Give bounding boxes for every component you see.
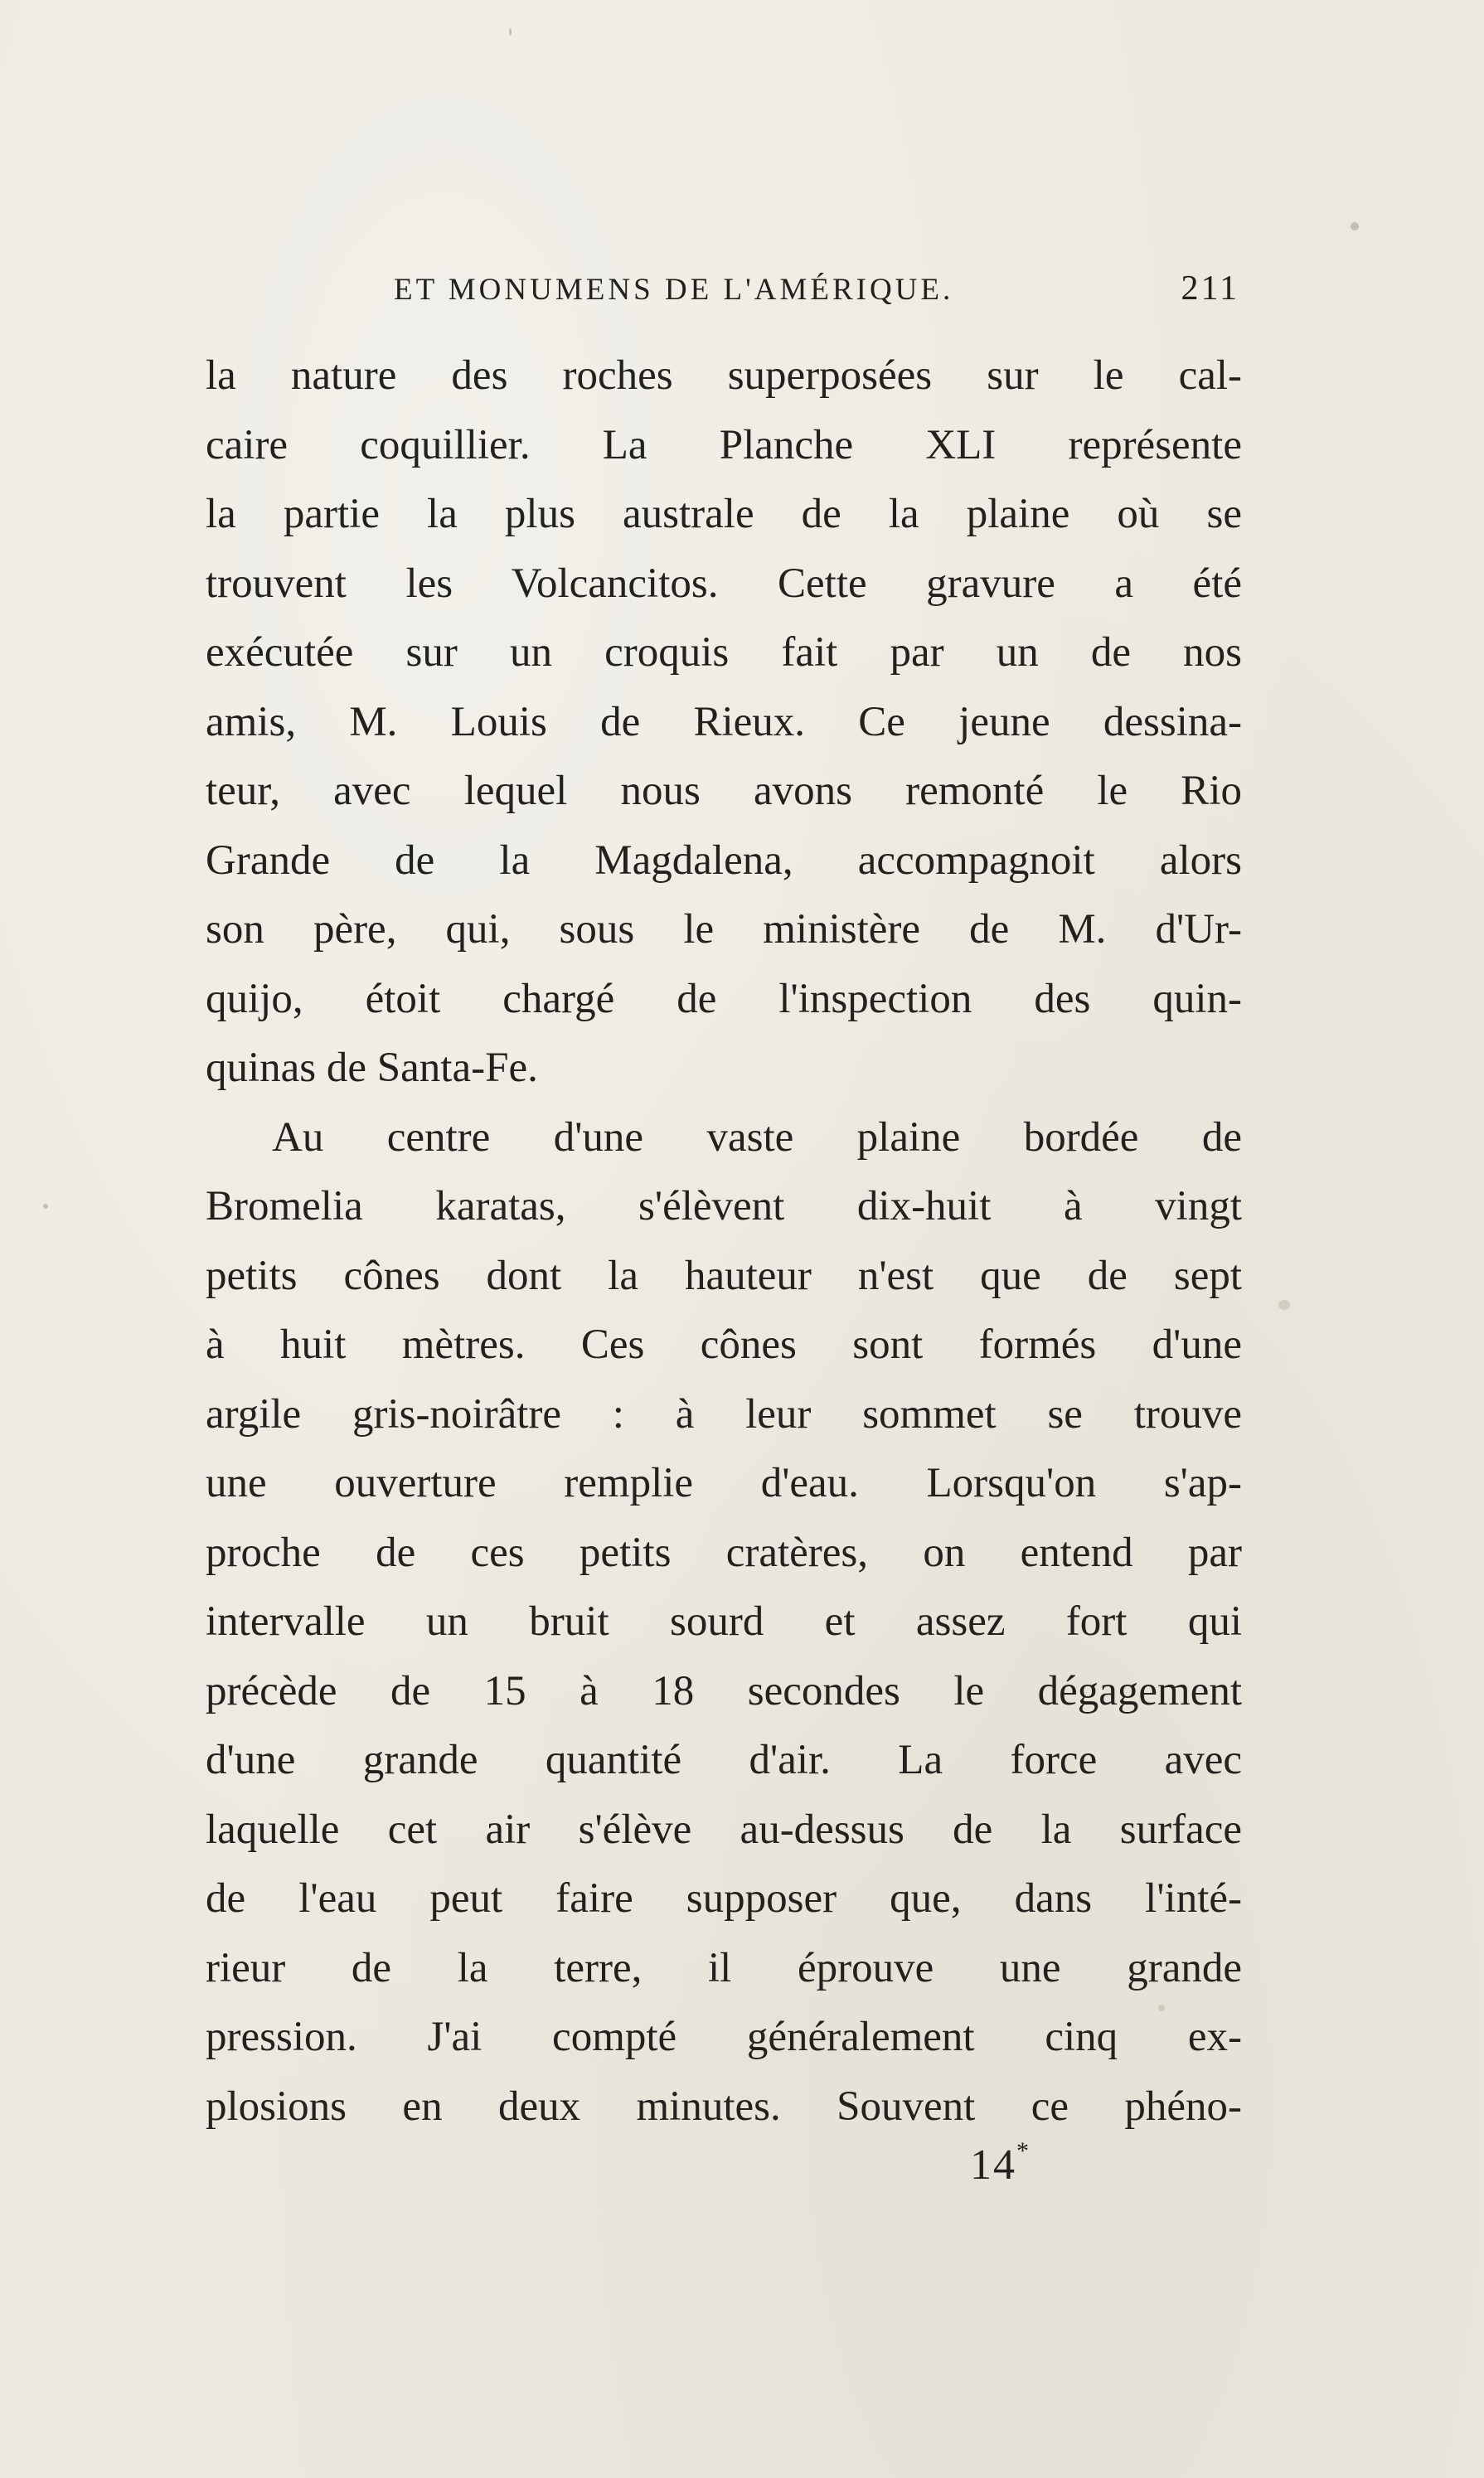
paragraph-start-line: Au centre d'une vaste plaine bordée de — [272, 1113, 1242, 1161]
text-line: pression. J'ai compté généralement cinq ex- — [206, 2014, 1242, 2060]
text-line: proche de ces petits cratères, on entend par — [206, 1529, 1242, 1576]
text-line: laquelle cet air s'élève au-dessus de la surface — [206, 1806, 1242, 1853]
text-line: la nature des roches superposées sur le cal- — [206, 352, 1242, 399]
text-line: teur, avec lequel nous avons remonté le Rio — [206, 768, 1242, 814]
paper-speck — [1158, 2005, 1165, 2011]
text-line: trouvent les Volcancitos. Cette gravure a été — [206, 560, 1242, 607]
text-line: rieur de la terre, il éprouve une grande — [206, 1944, 1242, 1991]
printer-signature-mark — [970, 2137, 1031, 2189]
paper-speck — [43, 1204, 48, 1209]
text-line: Grande de la Magdalena, accompagnoit alors — [206, 837, 1242, 884]
text-line: la partie la plus australe de la plaine où se — [206, 491, 1242, 537]
page-number: 211 — [1181, 269, 1239, 308]
page-header — [394, 267, 1239, 317]
text-line: de l'eau peut faire supposer que, dans l'inté- — [206, 1875, 1242, 1922]
text-line: quinas de Santa-Fe. — [206, 1045, 538, 1091]
paper-speck — [509, 28, 512, 36]
text-line: Bromelia karatas, s'élèvent dix-huit à vingt — [206, 1183, 1242, 1229]
running-title: ET MONUMENS DE L'AMÉRIQUE. — [394, 273, 954, 307]
text-line: à huit mètres. Ces cônes sont formés d'une — [206, 1321, 1242, 1368]
text-line: intervalle un bruit sourd et assez fort qui — [206, 1598, 1242, 1645]
text-line: quijo, étoit chargé de l'inspection des quin- — [206, 975, 1242, 1022]
text-line: plosions en deux minutes. Souvent ce phéno- — [206, 2083, 1242, 2130]
body-text — [206, 342, 1242, 2141]
text-line: amis, M. Louis de Rieux. Ce jeune dessina- — [206, 698, 1242, 745]
text-line: caire coquillier. La Planche XLI représente — [206, 421, 1242, 468]
text-line: son père, qui, sous le ministère de M. d'Ur- — [206, 906, 1242, 953]
paper-speck — [1278, 1300, 1290, 1310]
text-line: petits cônes dont la hauteur n'est que de sept — [206, 1252, 1242, 1299]
text-line: argile gris-noirâtre : à leur sommet se trouve — [206, 1390, 1242, 1438]
paper-speck — [1351, 222, 1359, 230]
text-line: exécutée sur un croquis fait par un de nos — [206, 629, 1242, 676]
signature-number: 14 — [970, 2141, 1016, 2189]
text-line: d'une grande quantité d'air. La force avec — [206, 1737, 1242, 1783]
signature-asterisk: * — [1016, 2137, 1031, 2165]
text-line: précède de 15 à 18 secondes le dégagement — [206, 1667, 1242, 1714]
text-line: une ouverture remplie d'eau. Lorsqu'on s'ap- — [206, 1460, 1242, 1506]
